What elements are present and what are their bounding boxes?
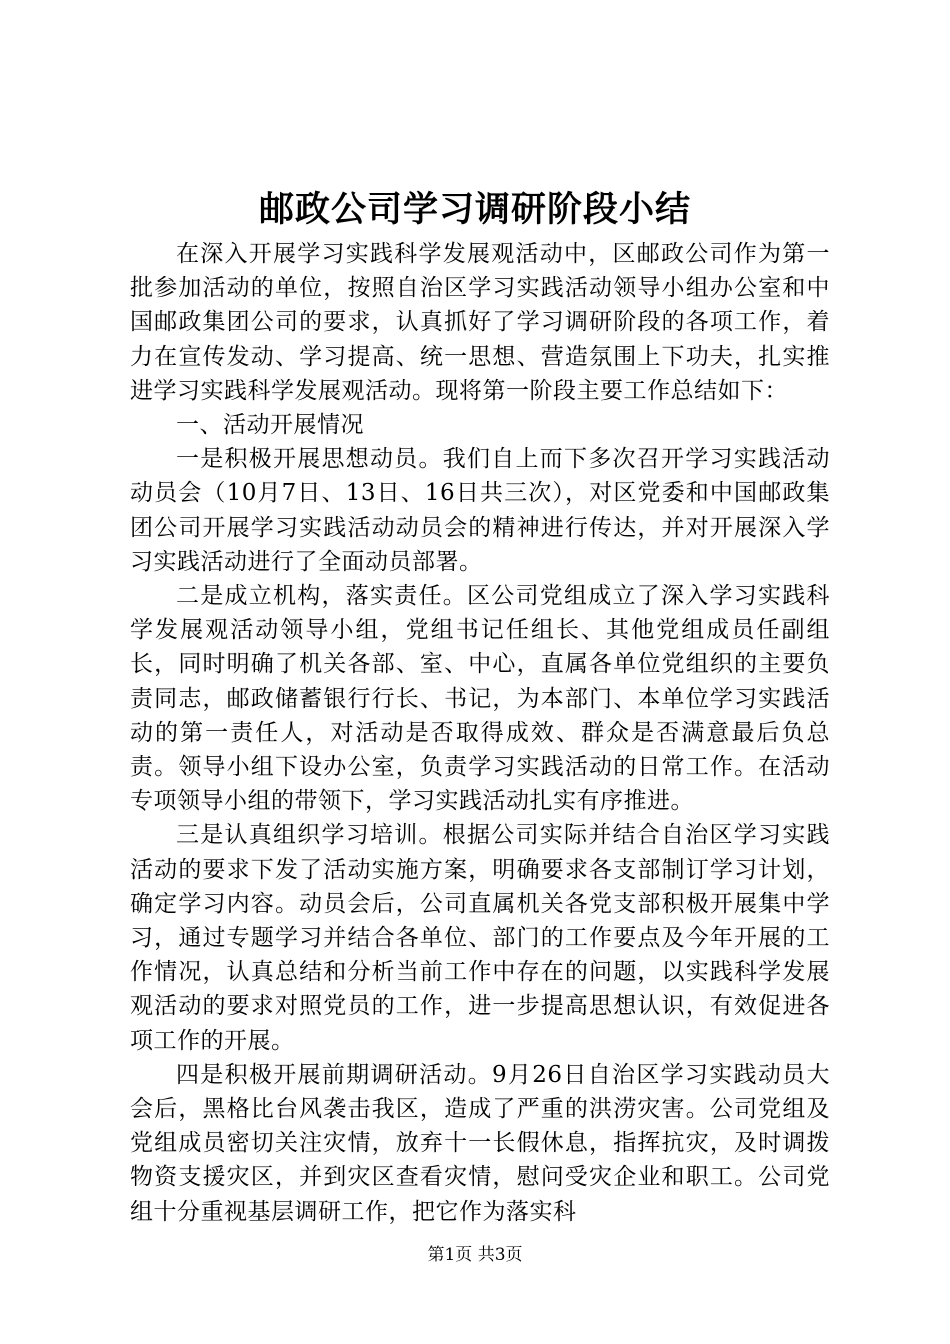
- document-title: 邮政公司学习调研阶段小结: [258, 189, 691, 230]
- paragraph-item-2: 二是成立机构，落实责任。区公司党组成立了深入学习实践科学发展观活动领导小组，党组书记任组长、其他党组成员任副组长，同时明确了机关各部、室、中心，直属各单位党组织的主要负责同志，邮政储蓄银行行长、书记，为本部门、本单位学习实践活动的第一责任人，对活动是否取得成效、群众是否满意最后负总责。领导小组下设办公室，负责学习实践活动的日常工作。在活动专项领导小组的带领下，学习实践活动扎实有序推进。: [130, 583, 830, 815]
- paragraph-item-4: 四是积极开展前期调研活动。9月26日自治区学习实践动员大会后，黑格比台风袭击我区，造成了严重的洪涝灾害。公司党组及党组成员密切关注灾情，放弃十一长假休息，指挥抗灾，及时调拨物资支援灾区，并到灾区查看灾情，慰问受灾企业和职工。公司党组十分重视基层调研工作，把它作为落实科: [130, 1061, 830, 1225]
- section-heading: 一、活动开展情况: [176, 412, 364, 439]
- paragraph-item-3: 三是认真组织学习培训。根据公司实际并结合自治区学习实践活动的要求下发了活动实施方案，明确要求各支部制订学习计划，确定学习内容。动员会后，公司直属机关各党支部积极开展集中学习，通过专题学习并结合各单位、部门的工作要点及今年开展的工作情况，认真总结和分析当前工作中存在的问题，以实践科学发展观活动的要求对照党员的工作，进一步提高思想认识，有效促进各项工作的开展。: [130, 822, 830, 1054]
- document-body: [130, 237, 830, 1229]
- paragraph-item-1: 一是积极开展思想动员。我们自上而下多次召开学习实践活动动员会（10月7日、13日、16日共三次），对区党委和中国邮政集团公司开展学习实践活动动员会的精神进行传达，并对开展深入学习实践活动进行了全面动员部署。: [130, 446, 830, 575]
- page-number: 第1页 共3页: [427, 1245, 523, 1265]
- paragraph-intro: 在深入开展学习实践科学发展观活动中，区邮政公司作为第一批参加活动的单位，按照自治区学习实践活动领导小组办公室和中国邮政集团公司的要求，认真抓好了学习调研阶段的各项工作，着力在宣传发动、学习提高、统一思想、营造氛围上下功夫，扎实推进学习实践科学发展观活动。现将第一阶段主要工作总结如下：: [130, 241, 830, 404]
